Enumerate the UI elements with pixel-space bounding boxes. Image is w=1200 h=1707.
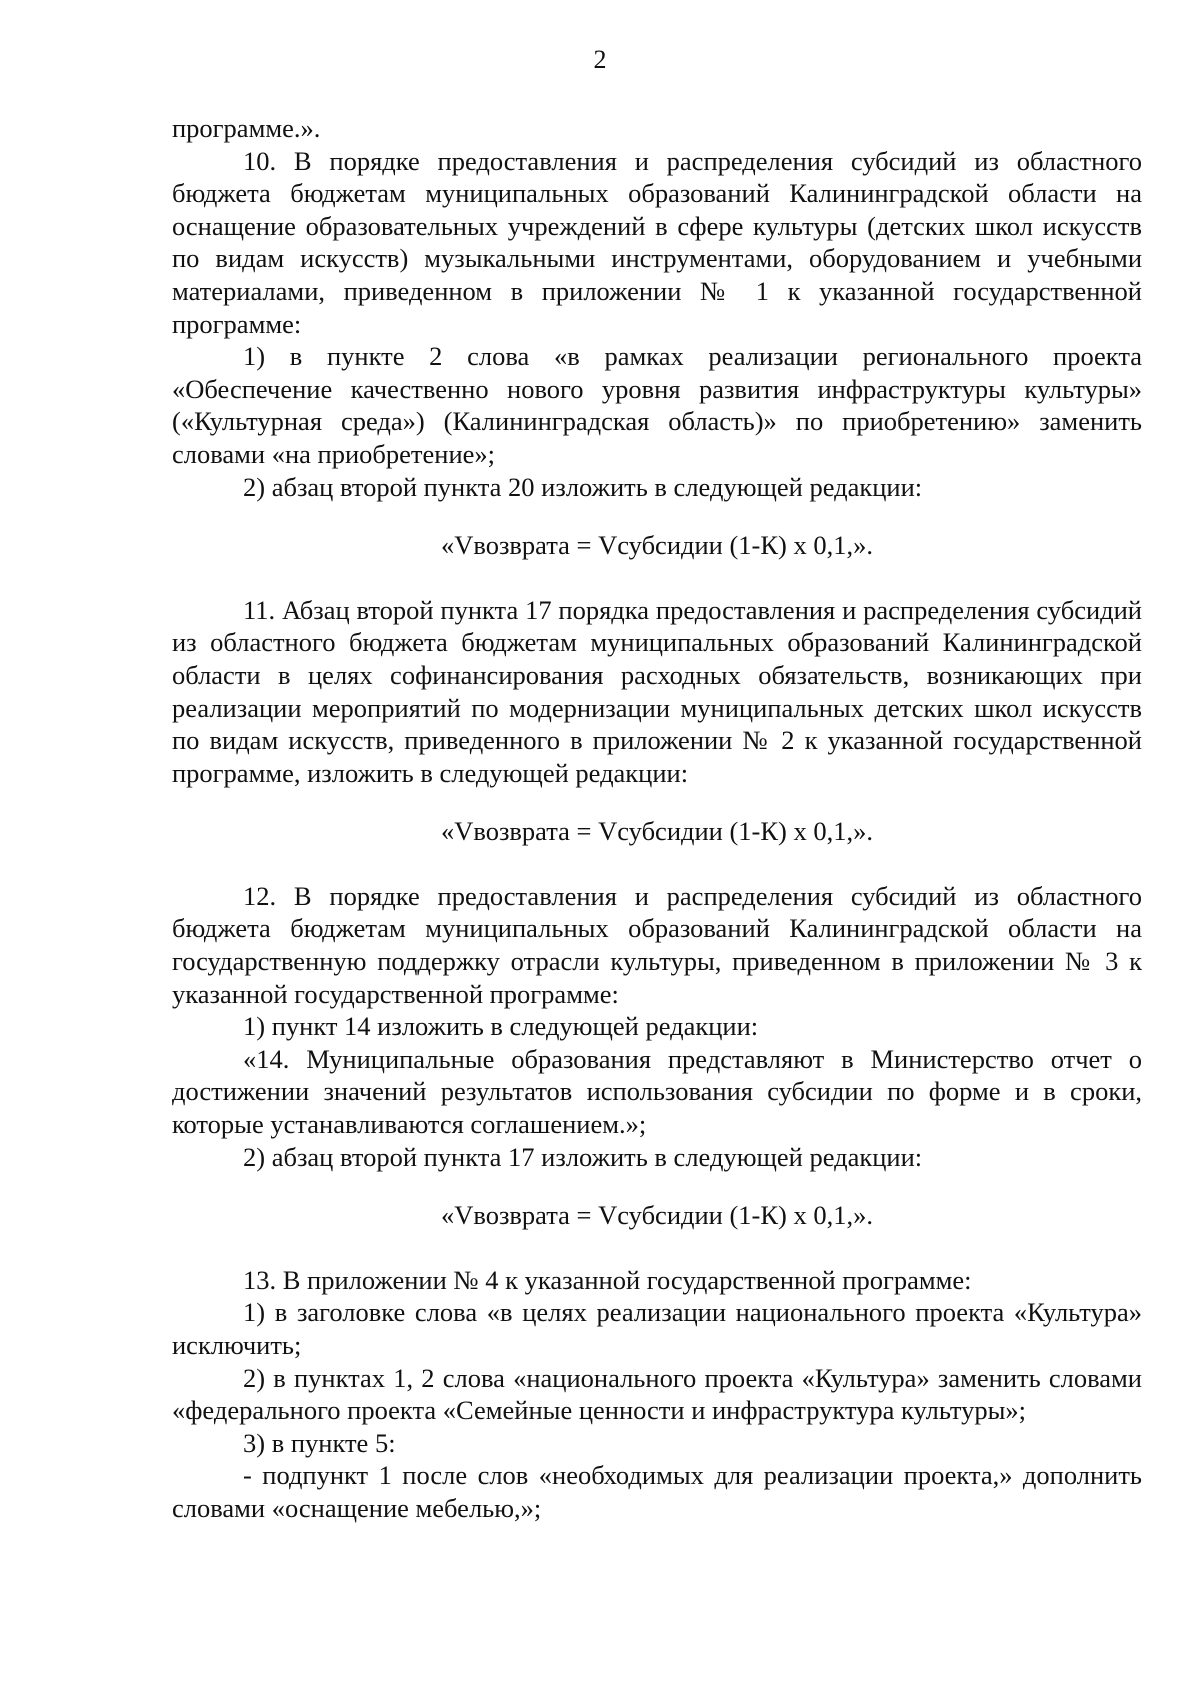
paragraph-item-13-3-sub1: - подпункт 1 после слов «необходимых для реализации проекта,» дополнить словами «оснащение мебелью,»; (172, 1460, 1142, 1523)
document-body (172, 112, 1142, 1525)
paragraph-item-12-1: 1) пункт 14 изложить в следующей редакции: (243, 1011, 759, 1042)
page-number: 2 (593, 45, 607, 74)
paragraph-item-13-2: 2) в пунктах 1, 2 слова «национального проекта «Культура» заменить словами «федерального проекта «Семейные ценности и инфраструктура культуры»; (172, 1362, 1142, 1426)
formula-2: «Vвозврата = Vсубсидии (1-К) x 0,1,». (440, 816, 873, 847)
paragraph-item-12: 12. В порядке предоставления и распределения субсидий из областного бюджета бюджетам муниципальных образований Калининградской области на государственную поддержку отрасли культуры, приведенном в приложении № 3 к указанной государственной программе: (172, 880, 1142, 1009)
paragraph-item-13-1: 1) в заголовке слова «в целях реализации национального проекта «Культура» исключить; (172, 1297, 1142, 1360)
paragraph-item-10: 10. В порядке предоставления и распределения субсидий из областного бюджета бюджетам муниципальных образований Калининградской области на оснащение образовательных учреждений в сфере культуры (детских школ искусств по видам искусств) музыкальными инструментами, оборудованием и учебными материалами, приведенном в приложении № 1 к указанной государственной программе: (172, 145, 1142, 339)
paragraph-item-10-2: 2) абзац второй пункта 20 изложить в следующей редакции: (243, 471, 923, 502)
paragraph-continuation: программе.». (172, 113, 321, 143)
paragraph-item-13-3: 3) в пункте 5: (243, 1427, 396, 1458)
paragraph-item-12-2: 2) абзац второй пункта 17 изложить в следующей редакции: (243, 1141, 923, 1172)
paragraph-item-12-1-text: «14. Муниципальные образования представляют в Министерство отчет о достижении значений результатов использования субсидии по форме и в сроки, которые устанавливаются соглашением.»; (172, 1043, 1142, 1140)
paragraph-item-13: 13. В приложении № 4 к указанной государственной программе: (243, 1264, 972, 1295)
paragraph-item-11: 11. Абзац второй пункта 17 порядка предоставления и распределения субсидий из областного бюджета бюджетам муниципальных образований Калининградской области в целях софинансирования расходных обязательств, возникающих при реализации мероприятий по модернизации муниципальных детских школ искусств по видам искусств, приведенного в приложении № 2 к указанной государственной программе, изложить в следующей редакции: (172, 594, 1142, 788)
formula-3: «Vвозврата = Vсубсидии (1-К) x 0,1,». (440, 1200, 873, 1231)
formula-1: «Vвозврата = Vсубсидии (1-К) x 0,1,». (440, 530, 873, 561)
paragraph-item-10-1: 1) в пункте 2 слова «в рамках реализации регионального проекта «Обеспечение качественно нового уровня развития инфраструктуры культуры» («Культурная среда») (Калининградская область)» по приобретению» заменить словами «на приобретение»; (172, 341, 1142, 469)
